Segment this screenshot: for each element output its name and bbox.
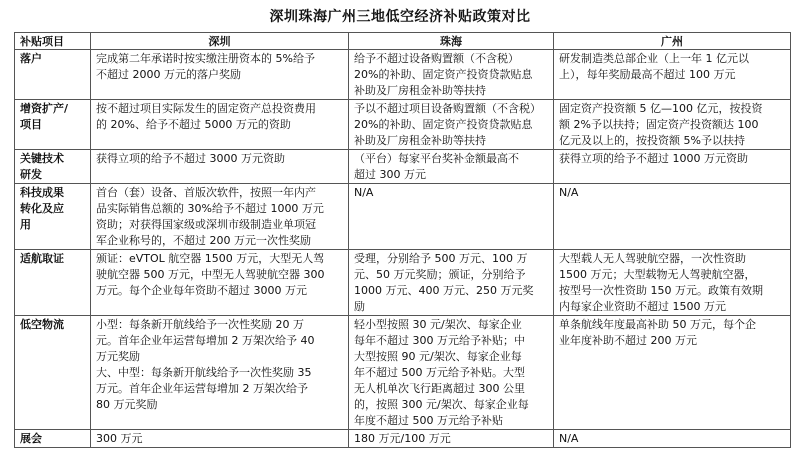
cell-text-line: 研发制造类总部企业（上一年 1 亿元以: [559, 52, 749, 65]
zhuhai-cell: [349, 150, 554, 184]
cell-text-line: 首台（套）设备、首版次软件，按照一年内产: [96, 186, 316, 199]
cell-text-line: 获得立项的给予不超过 3000 万元资助: [96, 152, 285, 165]
table-row: [15, 184, 791, 250]
table-row: [15, 150, 791, 184]
cell-text-line: 小型：每条新开航线给予一次性奖励 20 万: [96, 318, 304, 331]
table-row: [15, 316, 791, 430]
cell-text-line: 完成第二年承诺时按实缴注册资本的 5%给予: [96, 52, 315, 65]
table-row: [15, 250, 791, 316]
row-item-cell: [15, 316, 91, 430]
cell-text-line: 展会: [20, 432, 42, 445]
cell-text-line: 大、中型：每条新开航线给予一次性奖励 35: [96, 366, 312, 379]
cell-text-line: 科技成果: [20, 186, 64, 199]
cell-text-line: N/A: [559, 432, 579, 445]
cell-text-line: 20%的补助、固定资产投资贷款贴息: [354, 118, 533, 131]
guangzhou-cell: [554, 430, 791, 448]
guangzhou-cell: [554, 100, 791, 150]
shenzhen-cell: [91, 430, 349, 448]
cell-text-line: 适航取证: [20, 252, 64, 265]
cell-text-line: 单条航线年度最高补助 50 万元，每个企: [559, 318, 756, 331]
cell-text-line: 落户: [20, 52, 42, 65]
cell-text-line: 1500 万元；大型载物无人驾驶航空器，: [559, 268, 756, 281]
cell-text-line: 的 20%、给予不超过 5000 万元的资助: [96, 118, 291, 131]
cell-text-line: 受理，分别给予 500 万元、100 万: [354, 252, 528, 265]
row-item-cell: [15, 184, 91, 250]
cell-text-line: 元、50 万元奖励；颁证，分别给予: [354, 268, 526, 281]
cell-text-line: 关键技术: [20, 152, 64, 165]
cell-text-line: 品实际销售总额的 30%给予不超过 1000 万元: [96, 202, 324, 215]
cell-text-line: 颁证：eVTOL 航空器 1500 万元，大型无人驾: [96, 252, 325, 265]
cell-text-line: 驶航空器 500 万元，中型无人驾驶航空器 300: [96, 268, 325, 281]
header-zhuhai: 珠海: [349, 33, 554, 50]
cell-text-line: 元。首年企业年运营每增加 2 万架次给予 40: [96, 334, 315, 347]
cell-text-line: 亿元及以上的，按投资额 5%予以扶持: [559, 134, 745, 147]
shenzhen-cell: [91, 184, 349, 250]
cell-text-line: 转化及应: [20, 202, 64, 215]
guangzhou-cell: [554, 50, 791, 100]
cell-text-line: 军企业称号的，不超过 200 万元一次性奖励: [96, 234, 311, 247]
cell-text-line: 万元。首年企业年运营每增加 2 万架次给予: [96, 382, 308, 395]
zhuhai-cell: [349, 430, 554, 448]
cell-text-line: 按不超过项目实际发生的固定资产总投资费用: [96, 102, 316, 115]
cell-text-line: 无人机单次飞行距离超过 300 公里: [354, 382, 525, 395]
header-item: 补贴项目: [15, 33, 91, 50]
table-header-row: [15, 33, 791, 50]
cell-text-line: 补助及厂房租金补助等扶持: [354, 134, 486, 147]
zhuhai-cell: [349, 250, 554, 316]
zhuhai-cell: [349, 100, 554, 150]
cell-text-line: 增资扩产/: [20, 102, 69, 115]
cell-text-line: 的，按照 300 元/架次、每家企业每: [354, 398, 529, 411]
cell-text-line: 大型按照 90 元/架次、每家企业每: [354, 350, 522, 363]
table-row: [15, 100, 791, 150]
cell-text-line: 研发: [20, 168, 42, 181]
cell-text-line: 轻小型按照 30 元/架次、每家企业: [354, 318, 522, 331]
cell-text-line: （平台）每家平台奖补金额最高不: [354, 152, 519, 165]
zhuhai-cell: [349, 316, 554, 430]
cell-text-line: 资助；对获得国家级或深圳市级制造业单项冠: [96, 218, 316, 231]
zhuhai-cell: [349, 50, 554, 100]
row-item-cell: [15, 50, 91, 100]
cell-text-line: 超过 300 万元: [354, 168, 426, 181]
cell-text-line: 项目: [20, 118, 42, 131]
cell-text-line: 低空物流: [20, 318, 64, 331]
guangzhou-cell: [554, 250, 791, 316]
cell-text-line: 1000 万元、400 万元、250 万元奖: [354, 284, 534, 297]
cell-text-line: 上），每年奖励最高不超过 100 万元: [559, 68, 736, 81]
cell-text-line: 大型载人无人驾驶航空器，一次性资助: [559, 252, 746, 265]
cell-text-line: 用: [20, 218, 31, 231]
page-title: 深圳珠海广州三地低空经济补贴政策对比: [269, 9, 531, 25]
table-row: [15, 430, 791, 448]
cell-text-line: N/A: [354, 186, 374, 199]
zhuhai-cell: [349, 184, 554, 250]
row-item-cell: [15, 430, 91, 448]
cell-text-line: 补助及厂房租金补助等扶持: [354, 84, 486, 97]
cell-text-line: 固定资产投资额 5 亿—100 亿元，按投资: [559, 102, 763, 115]
cell-text-line: 80 万元奖励: [96, 398, 158, 411]
cell-text-line: 年不超过 500 万元给予补贴。大型: [354, 366, 525, 379]
cell-text-line: 每年不超过 300 万元给予补贴；中: [354, 334, 525, 347]
header-guangzhou: 广州: [554, 33, 791, 50]
row-item-cell: [15, 250, 91, 316]
cell-text-line: N/A: [559, 186, 579, 199]
cell-text-line: 业年度补助不超过 200 万元: [559, 334, 697, 347]
guangzhou-cell: [554, 184, 791, 250]
cell-text-line: 内每家企业资助不超过 1500 万元: [559, 300, 726, 313]
guangzhou-cell: [554, 316, 791, 430]
cell-text-line: 额 2%予以扶持；固定资产投资额达 100: [559, 118, 759, 131]
cell-text-line: 年度不超过 500 万元给予补贴: [354, 414, 503, 427]
cell-text-line: 300 万元: [96, 432, 143, 445]
shenzhen-cell: [91, 150, 349, 184]
shenzhen-cell: [91, 100, 349, 150]
table-row: [15, 50, 791, 100]
guangzhou-cell: [554, 150, 791, 184]
cell-text-line: 20%的补助、固定资产投资贷款贴息: [354, 68, 533, 81]
policy-comparison-table: [14, 32, 791, 448]
cell-text-line: 万元奖励: [96, 350, 140, 363]
cell-text-line: 励: [354, 300, 365, 313]
row-item-cell: [15, 150, 91, 184]
header-shenzhen: 深圳: [91, 33, 349, 50]
cell-text-line: 180 万元/100 万元: [354, 432, 451, 445]
cell-text-line: 给予不超过设备购置额（不含税）: [354, 52, 519, 65]
cell-text-line: 不超过 2000 万元的落户奖励: [96, 68, 241, 81]
row-item-cell: [15, 100, 91, 150]
cell-text-line: 予以不超过项目设备购置额（不含税）: [354, 102, 541, 115]
shenzhen-cell: [91, 250, 349, 316]
cell-text-line: 获得立项的给予不超过 1000 万元资助: [559, 152, 748, 165]
shenzhen-cell: [91, 50, 349, 100]
cell-text-line: 按型号一次性资助 150 万元。政策有效期: [559, 284, 763, 297]
cell-text-line: 万元。每个企业每年资助不超过 3000 万元: [96, 284, 307, 297]
shenzhen-cell: [91, 316, 349, 430]
